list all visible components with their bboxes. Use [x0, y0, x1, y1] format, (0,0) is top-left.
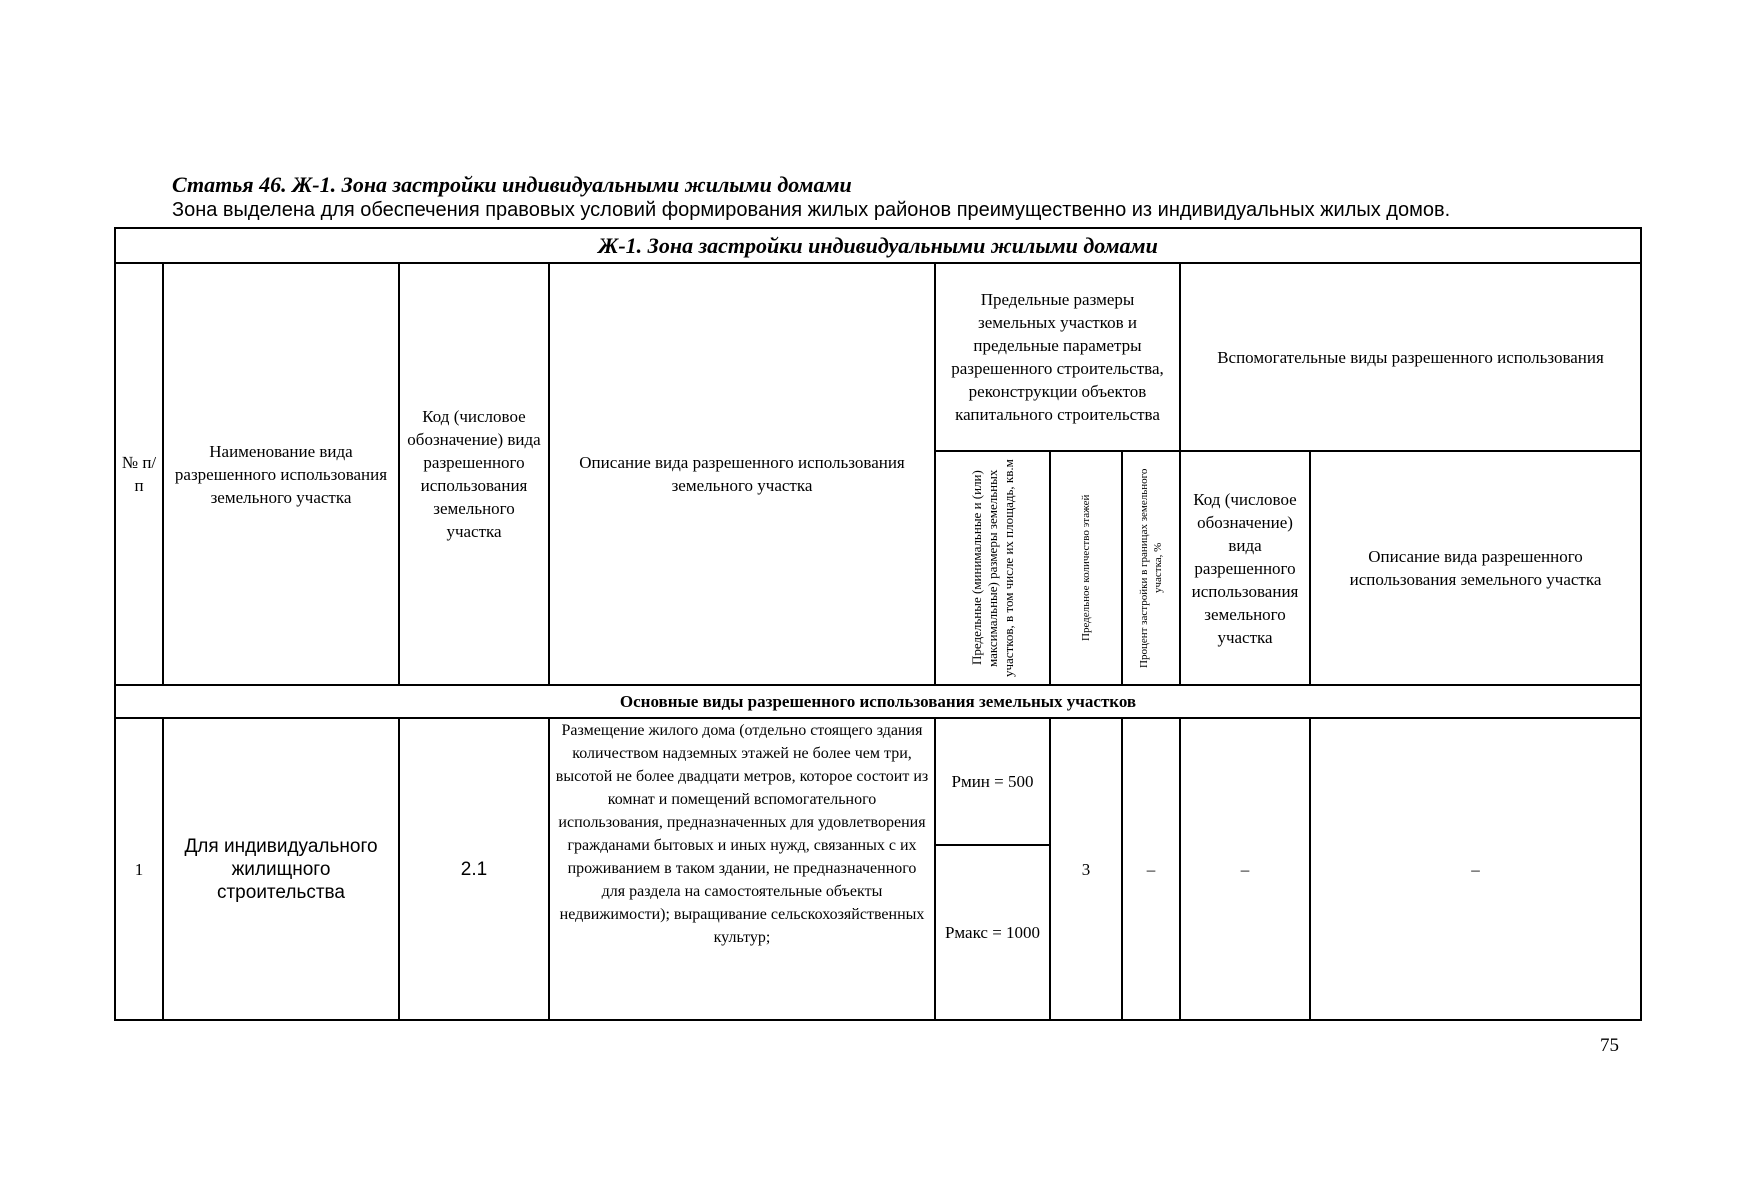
header-limit-area: [935, 451, 1050, 685]
table-row: [115, 718, 1641, 845]
row-name: Для индивидуального жилищного строительства: [163, 718, 399, 1020]
row-percent: –: [1122, 718, 1180, 1020]
header-limits-group: Предельные размеры земельных участков и предельные параметры разрешенного строительства, реконструкции объектов капитального строительства: [935, 263, 1180, 451]
header-limit-percent: [1122, 451, 1180, 685]
header-limit-area-text: Предельные (минимальные и (или) максимальные) размеры земельных участков, в том числе их площадь, кв.м: [968, 459, 1016, 677]
header-num: № п/п: [115, 263, 163, 685]
header-code: Код (числовое обозначение) вида разрешенного использования земельного участка: [399, 263, 549, 685]
row-aux-code: –: [1180, 718, 1310, 1020]
header-limit-floors: [1050, 451, 1122, 685]
header-aux-code: Код (числовое обозначение) вида разрешенного использования земельного участка: [1180, 451, 1310, 685]
row-floors: 3: [1050, 718, 1122, 1020]
row-area-min: Рмин = 500: [935, 718, 1050, 845]
row-area-max: Рмакс = 1000: [935, 845, 1050, 1020]
article-title: Статья 46. Ж-1. Зона застройки индивидуальными жилыми домами: [172, 172, 852, 197]
header-aux-description: Описание вида разрешенного использования земельного участка: [1310, 451, 1641, 685]
article-heading: [172, 172, 1632, 222]
page-number: 75: [1600, 1035, 1619, 1056]
header-name: Наименование вида разрешенного использования земельного участка: [163, 263, 399, 685]
zone-title: Ж-1. Зона застройки индивидуальными жилыми домами: [115, 228, 1641, 263]
section-title: Основные виды разрешенного использования земельных участков: [115, 685, 1641, 718]
row-description: Размещение жилого дома (отдельно стоящего здания количеством надземных этажей не более чем три, высотой не более двадцати метров, которое состоит из комнат и помещений вспомогательного использования, предназначенных для удовлетворения гражданами бытовых и иных нужд, связанных с их проживанием в таком здании, не предназначенного для раздела на самостоятельные объекты недвижимости); выращивание сельскохозяйственных культур;: [549, 718, 935, 1020]
zone-table: [114, 227, 1642, 1021]
header-limit-percent-text: Процент застройки в границах земельного участка, %: [1138, 468, 1164, 668]
header-aux-group: Вспомогательные виды разрешенного использования: [1180, 263, 1641, 451]
row-code: 2.1: [399, 718, 549, 1020]
row-aux-description: –: [1310, 718, 1641, 1020]
article-intro: Зона выделена для обеспечения правовых условий формирования жилых районов преимущественно из индивидуальных жилых домов.: [172, 199, 1451, 221]
header-description: Описание вида разрешенного использования земельного участка: [549, 263, 935, 685]
header-limit-floors-text: Предельное количество этажей: [1080, 494, 1092, 642]
row-num: 1: [115, 718, 163, 1020]
